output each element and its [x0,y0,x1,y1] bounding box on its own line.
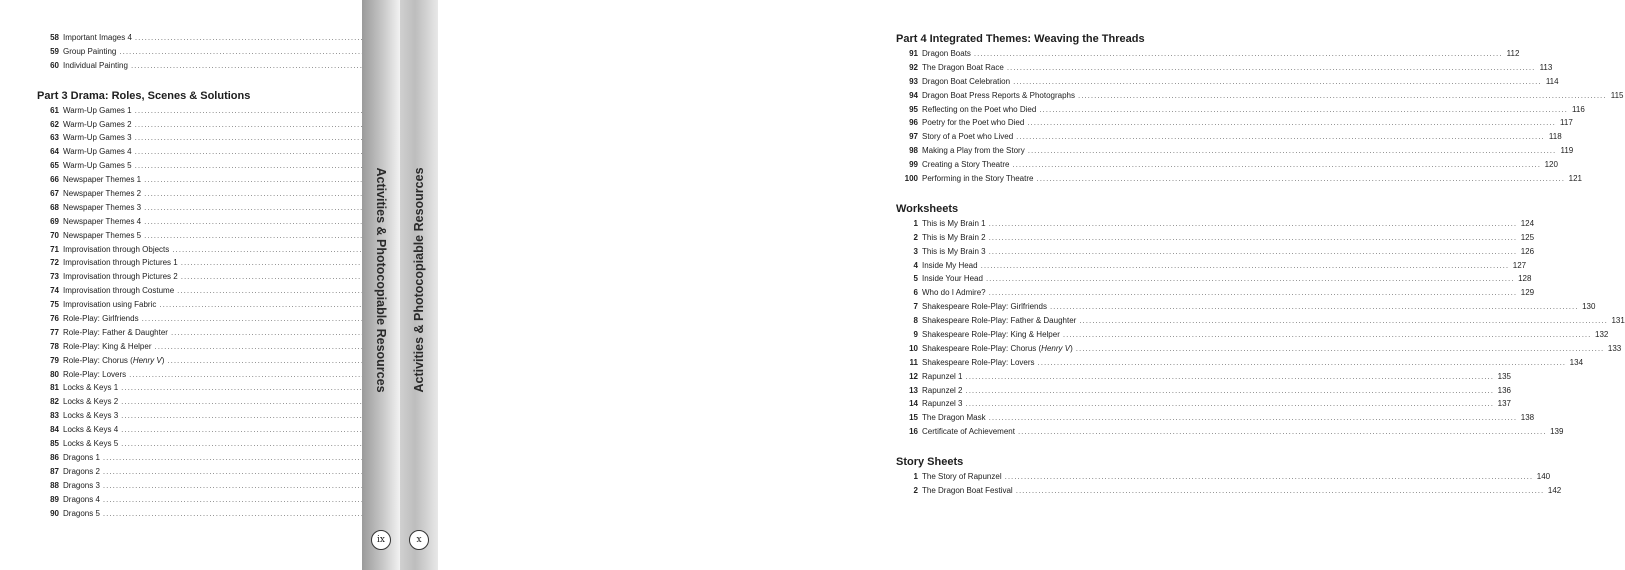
toc-entry [37,258,305,272]
entry-number: 13 [909,385,918,395]
toc-entry [37,356,305,370]
entry-number: 82 [50,397,59,407]
entry-title: Performing in the Story Theatre [922,174,1034,184]
entry-title: Role-Play: Father & Daughter [63,327,168,337]
section-heading-part4: Part 4 Integrated Themes: Weaving the Threads [896,33,1145,45]
toc-entry [37,272,305,286]
leader-dots [1050,302,1579,311]
entry-title: Role-Play: King & Helper [63,341,152,351]
toc-entry [896,76,1559,91]
entry-number: 94 [909,90,918,100]
entry-page: 140 [1536,472,1551,482]
entry-title: The Dragon Boat Festival [922,486,1013,496]
entry-number: 66 [50,175,59,185]
leader-dots [965,399,1494,408]
entry-number: 75 [50,300,59,310]
entry-title: Newspaper Themes 2 [63,189,142,199]
entry-number: 77 [50,327,59,337]
entry-title: Warm-Up Games 2 [63,119,132,129]
entry-number: 14 [909,399,918,409]
toc-entry [37,203,305,217]
entry-title: Rapunzel 2 [922,385,963,395]
toc-entry [896,90,1624,105]
entry-title: Dragon Boat Celebration [922,76,1011,86]
leader-dots [1028,146,1557,155]
leader-dots [1013,77,1542,86]
toc-entry [37,106,305,120]
toc-entry [896,385,1511,400]
toc-entry [896,132,1562,146]
leader-dots [1039,105,1568,114]
leader-dots [989,288,1518,297]
entry-number: 99 [909,160,918,170]
entry-page: 112 [1506,49,1520,58]
entry-page: 142 [1547,486,1562,496]
entry-title: Improvisation through Objects [63,244,170,254]
leader-dots [989,233,1518,242]
entry-number: 76 [50,314,59,324]
entry-title: Rapunzel 1 [922,371,963,381]
spine-title-right: Activities & Photocopiable Resources [412,167,426,393]
entry-number: 7 [913,302,918,312]
entry-title: Certificate of Achievement [922,427,1015,437]
toc-entry [896,62,1553,77]
toc-entry [37,481,305,495]
entry-page: 128 [1518,274,1532,284]
toc-entry [37,467,305,481]
entry-page: 119 [1560,146,1574,156]
toc-right [896,33,1625,500]
entry-page: 133 [1607,343,1622,353]
entry-title: Dragons 1 [63,452,100,462]
toc-entry [37,439,305,453]
entry-title: Who do I Admire? [922,288,986,298]
entry-number: 68 [50,202,59,212]
entry-number: 3 [913,246,918,256]
entry-title: Inside My Head [922,260,978,270]
entry-title: Reflecting on the Poet who Died [922,104,1037,114]
toc-entry [896,316,1625,330]
toc-entry [37,33,305,47]
entry-number: 5 [913,274,918,284]
entry-title: Individual Painting [63,60,128,70]
leader-dots [1027,118,1556,127]
entry-title: Dragons 4 [63,494,100,504]
toc-section-part4 [896,49,1624,188]
entry-page: 139 [1550,427,1564,437]
entry-number: 88 [50,480,59,490]
entry-number: 59 [50,46,59,56]
entry-number: 72 [50,258,59,268]
entry-number: 100 [904,174,918,184]
leader-dots [1078,91,1607,100]
toc-entry [37,231,305,245]
entry-title: Dragons 2 [63,466,100,476]
entry-page: 129 [1520,288,1535,298]
entry-number: 98 [909,146,918,156]
leader-dots [965,386,1494,395]
toc-entry [37,453,305,467]
entry-title: Warm-Up Games 5 [63,161,132,171]
entry-title: Inside Your Head [922,274,983,284]
leader-dots [974,49,1503,58]
entry-title: Newspaper Themes 4 [63,216,142,226]
spine-left [362,0,400,570]
entry-title: Role-Play: Lovers [63,369,127,379]
toc-entry [37,370,305,384]
leader-dots [989,247,1518,256]
entry-title: Improvisation through Costume [63,286,175,296]
toc-entry [896,302,1596,316]
toc-entry [896,413,1535,427]
entry-title: Shakespeare Role-Play: Lovers [922,357,1035,367]
entry-page: 120 [1544,160,1558,170]
entry-number: 69 [50,216,59,226]
entry-number: 78 [50,341,59,351]
toc-entry [896,218,1535,233]
spine-right [400,0,438,570]
leader-dots [989,219,1518,228]
entry-number: 79 [50,355,59,365]
entry-title: Warm-Up Games 4 [63,147,132,157]
entry-number: 4 [913,260,918,270]
entry-number: 73 [50,272,59,282]
entry-number: 81 [50,383,59,393]
entry-title: Warm-Up Games 3 [63,133,132,143]
entry-number: 8 [913,316,918,326]
toc-entry [896,160,1558,174]
toc-entry [896,104,1585,119]
entry-number: 71 [50,244,59,254]
entry-page: 132 [1595,330,1609,340]
entry-title: Important Images 4 [63,33,132,42]
entry-title: Newspaper Themes 5 [63,230,142,240]
toc-entry [896,49,1520,63]
toc-section-story-sheets [896,472,1562,500]
toc-entry [37,328,305,342]
toc-section-part3 [37,106,305,523]
leader-dots [1038,358,1567,367]
toc-entry [37,47,305,61]
entry-title: Role-Play: Chorus (Henry V) [63,355,165,365]
entry-number: 2 [913,232,918,242]
toc-entry [37,397,305,411]
leader-dots [1016,132,1545,141]
entry-title: Creating a Story Theatre [922,160,1010,170]
entry-title: Locks & Keys 4 [63,425,119,435]
entry-page: 130 [1582,302,1596,312]
entry-title: Poetry for the Poet who Died [922,118,1025,128]
entry-number: 84 [50,425,59,435]
entry-title: Improvisation through Pictures 2 [63,272,178,282]
entry-page: 131 [1611,316,1625,326]
entry-page: 126 [1520,246,1535,256]
entry-title: Shakespeare Role-Play: King & Helper [922,330,1060,340]
entry-title: Dragon Boats [922,49,971,58]
toc-entry [896,232,1535,247]
toc-entry [896,486,1562,500]
entry-number: 2 [913,486,918,496]
toc-entry [37,147,305,161]
entry-number: 91 [909,49,918,58]
toc-entry [37,133,305,147]
leader-dots [965,372,1494,381]
entry-page: 136 [1497,385,1511,395]
toc-entry [896,246,1535,261]
leader-dots [1016,486,1545,495]
entry-title: Group Painting [63,46,117,56]
leader-dots [1012,160,1541,169]
entry-page: 124 [1520,218,1535,228]
entry-page: 138 [1520,413,1535,423]
entry-title: Shakespeare Role-Play: Girlfriends [922,302,1047,312]
entry-title: Locks & Keys 5 [63,439,119,449]
toc-entry [896,343,1622,358]
entry-title: This is My Brain 2 [922,232,986,242]
entry-number: 15 [909,413,918,423]
entry-title: Dragon Boat Press Reports & Photographs [922,90,1075,100]
leader-dots [1036,174,1565,183]
entry-page: 135 [1497,371,1511,381]
leader-dots [1063,330,1592,339]
entry-title: The Story of Rapunzel [922,472,1002,482]
toc-entry [896,146,1574,160]
entry-number: 10 [909,343,918,353]
entry-number: 96 [909,118,918,128]
toc-entry [37,175,305,189]
entry-page: 137 [1497,399,1511,409]
entry-number: 62 [50,119,59,129]
entry-number: 1 [913,218,918,228]
toc-entry [37,495,305,509]
entry-number: 67 [50,189,59,199]
entry-number: 93 [909,76,918,86]
section-heading-worksheets: Worksheets [896,202,959,215]
entry-number: 86 [50,452,59,462]
toc-entry [896,371,1511,386]
entry-number: 58 [50,33,59,42]
entry-page: 121 [1568,174,1582,184]
entry-title: This is My Brain 1 [922,218,986,228]
entry-page: 125 [1520,232,1535,242]
toc-entry [37,425,305,439]
toc-entry [37,383,305,397]
leader-dots [1005,472,1534,481]
entry-title: Warm-Up Games 1 [63,105,132,115]
entry-number: 16 [909,427,918,437]
entry-number: 87 [50,466,59,476]
entry-number: 83 [50,411,59,421]
toc-entry [37,509,305,523]
entry-number: 9 [913,330,918,340]
entry-title: Making a Play from the Story [922,146,1025,156]
entry-number: 60 [50,60,59,70]
entry-number: 90 [50,508,59,518]
toc-entry [896,274,1532,288]
toc-left [37,33,305,522]
toc-entry [37,342,305,356]
entry-page: 134 [1569,357,1584,367]
toc-entry [37,120,305,134]
leader-dots [986,274,1515,283]
toc-section-worksheets [896,218,1625,441]
page-number-right: x [409,530,429,550]
entry-title: Dragons 5 [63,508,100,518]
toc-entry [37,161,305,175]
toc-entry [896,330,1609,344]
toc-entry [37,300,305,314]
toc-entry [896,174,1582,188]
entry-title: Dragons 3 [63,480,100,490]
entry-title: Newspaper Themes 1 [63,175,142,185]
entry-number: 65 [50,161,59,171]
entry-title: Role-Play: Girlfriends [63,314,139,324]
entry-title: This is My Brain 3 [922,246,986,256]
spine-title-left: Activities & Photocopiable Resources [374,167,388,393]
right-page [438,0,1625,570]
entry-number: 6 [913,288,918,298]
entry-number: 11 [909,357,918,367]
toc-entry [896,399,1511,413]
toc-entry [37,245,305,259]
entry-title: Locks & Keys 3 [63,411,119,421]
entry-page: 118 [1548,132,1562,142]
entry-number: 1 [913,472,918,482]
entry-number: 61 [50,105,59,115]
toc-entry [37,314,305,328]
entry-page: 117 [1560,118,1573,128]
entry-number: 74 [50,286,59,296]
toc-entry [37,61,305,75]
entry-number: 89 [50,494,59,504]
entry-page: 113 [1539,62,1553,72]
toc-entry [896,472,1551,486]
entry-page: 127 [1512,260,1527,270]
entry-title: Rapunzel 3 [922,399,963,409]
left-page [0,0,362,570]
toc-entry [896,427,1564,441]
leader-dots [1079,316,1608,325]
leader-dots [981,261,1510,270]
entry-title: The Dragon Boat Race [922,62,1004,72]
toc-entry [37,217,305,231]
entry-number: 64 [50,147,59,157]
toc-entry [896,288,1535,302]
entry-title: Shakespeare Role-Play: Chorus (Henry V) [922,343,1073,353]
toc-entry [37,286,305,300]
toc-section-continued [37,33,305,75]
entry-page: 114 [1545,76,1559,86]
entry-number: 85 [50,439,59,449]
toc-entry [37,411,305,425]
entry-number: 80 [50,369,59,379]
toc-entry [896,260,1527,275]
leader-dots [1018,427,1547,436]
entry-title: Story of a Poet who Lived [922,132,1014,142]
entry-number: 95 [909,104,918,114]
leader-dots [1007,63,1536,72]
toc-entry [896,118,1573,132]
leader-dots [989,413,1518,422]
entry-number: 92 [909,62,918,72]
section-heading-story-sheets: Story Sheets [896,456,964,469]
toc-entry [896,357,1584,372]
entry-number: 63 [50,133,59,143]
entry-title: The Dragon Mask [922,413,986,423]
entry-title: Locks & Keys 2 [63,397,119,407]
entry-number: 97 [909,132,918,142]
section-heading-part3: Part 3 Drama: Roles, Scenes & Solutions [37,89,251,102]
entry-title: Shakespeare Role-Play: Father & Daughter [922,316,1077,326]
toc-entry [37,189,305,203]
entry-page: 115 [1610,90,1624,100]
entry-title: Newspaper Themes 3 [63,202,142,212]
leader-dots [1076,344,1605,353]
entry-title: Locks & Keys 1 [63,383,119,393]
entry-number: 70 [50,230,59,240]
entry-title: Improvisation using Fabric [63,300,157,310]
page-number-left: ix [371,530,391,550]
entry-title: Improvisation through Pictures 1 [63,258,178,268]
entry-number: 12 [909,371,918,381]
entry-page: 116 [1572,104,1585,114]
